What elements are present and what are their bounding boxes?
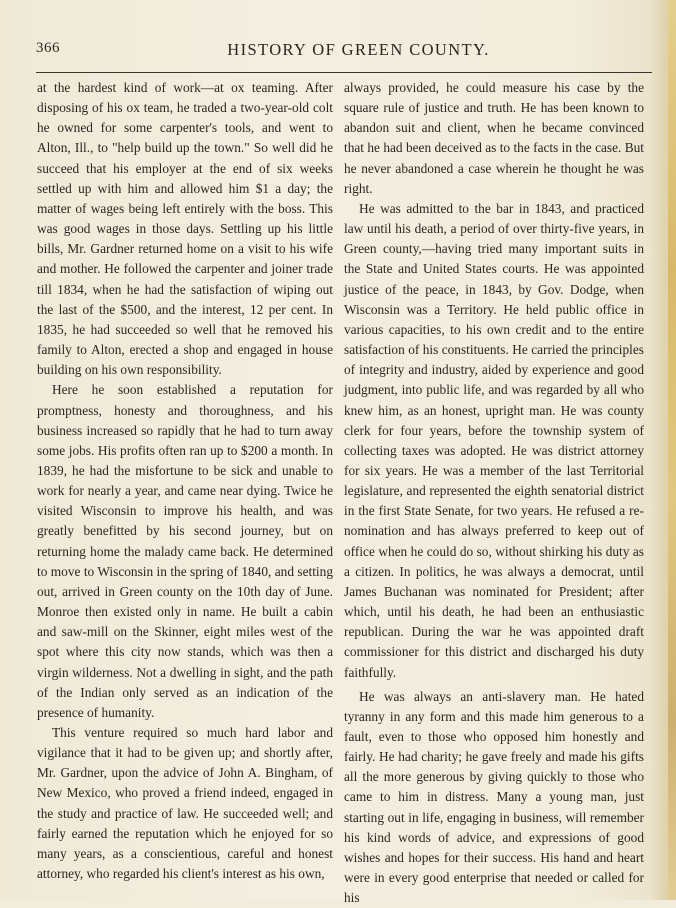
- page-edge: [668, 0, 676, 900]
- page-number: 366: [36, 40, 60, 56]
- paragraph: always provided, he could measure his case by the square rule of justice and truth. He has been known to abandon suit and client, when he became convinced that he had been deceived as to the facts in the case. But he never abandoned a case wherein he thought he was right.: [344, 80, 644, 196]
- right-column: [344, 78, 644, 908]
- header-rule: [36, 72, 652, 73]
- paragraph: at the hardest kind of work—at ox teaming. After disposing of his ox team, he traded a two-year-old colt he owned for some carpenter's tools, and went to Alton, Ill., to "help build up the town." So well did he succeed that his employer at the end of six weeks settled up with him and allowed him $1 a day; the matter of wages being left entirely with the boss. This was good wages in those days. Settling up his little bills, Mr. Gardner returned home on a visit to his wife and mother. He followed the carpenter and joiner trade till 1834, when he had the satisfaction of wiping out the last of the $500, and the interest, 12 per cent. In 1835, he had succeeded so well that he removed his family to Alton, erected a shop and engaged in house building on his own responsibility.: [37, 80, 333, 378]
- paragraph: He was always an anti-slavery man. He hated tyranny in any form and this made him generous to a fault, even to those who opposed him honestly and fairly. He had charity; he gave freely and made his gifts all the more generous by giving quickly to those who came to him in distress. Many a young man, just starting out in life, engaging in business, will remember his kind words of advice, and expressions of good wishes and hopes for their success. His hand and heart were in every good enterprise that needed or called for his: [344, 688, 644, 906]
- running-title: HISTORY OF GREEN COUNTY.: [227, 40, 490, 59]
- paragraph: He was admitted to the bar in 1843, and practiced law until his death, a period of over thirty-five years, in Green county,—having tried many important suits in the State and United States courts. He was appointed justice of the peace, in 1843, by Gov. Dodge, when Wisconsin was a Territory. He held public office in various capacities, to his own credit and to the entire satisfaction of his constituents. He carried the principles of integrity and industry, aided by experience and good judgment, into public life, and was regarded by all who knew him, as an honest, upright man. He was county clerk for four years, before the township system of collecting taxes was adopted. He was district attorney for six years. He was a member of the last Territorial legislature, and represented the eighth senatorial district in the first State Senate, for two years. He refused a re-nomination and has always preferred to keep out of office when he could do so, without shirking his duty as a citizen. In politics, he was always a democrat, until James Buchanan was nominated for President; after which, until his death, he had been an enthusiastic republican. During the war he was appointed draft commissioner for this district and discharged his duty faithfully.: [344, 200, 644, 680]
- page-header: [36, 40, 651, 62]
- paragraph: Here he soon established a reputation for promptness, honesty and thoroughness, and his business increased so rapidly that he had to turn away some jobs. His profits often ran up to $200 a month. In 1839, he had the misfortune to be sick and unable to work for nearly a year, and came near dying. Twice he visited Wisconsin to improve his health, and was greatly benefitted by his second journey, but on returning home the malady came back. He determined to move to Wisconsin in the spring of 1840, and setting out, arrived in Green county on the 10th day of June. Monroe then existed only in name. He built a cabin and saw-mill on the Skinner, eight miles west of the spot where this city now stands, which was then a virgin wilderness. Not a dwelling in sight, and the path of the Indian only served as an indication of the presence of humanity.: [37, 382, 333, 720]
- paragraph: This venture required so much hard labor and vigilance that it had to be given up; and shortly after, Mr. Gardner, upon the advice of John A. Bingham, of New Mexico, who proved a friend indeed, engaged in the study and practice of law. He succeeded well; and fairly earned the reputation which he enjoyed for so many years, as a conscientious, careful and honest attorney, who regarded his client's interest as his own,: [37, 725, 333, 882]
- left-column: [37, 78, 333, 884]
